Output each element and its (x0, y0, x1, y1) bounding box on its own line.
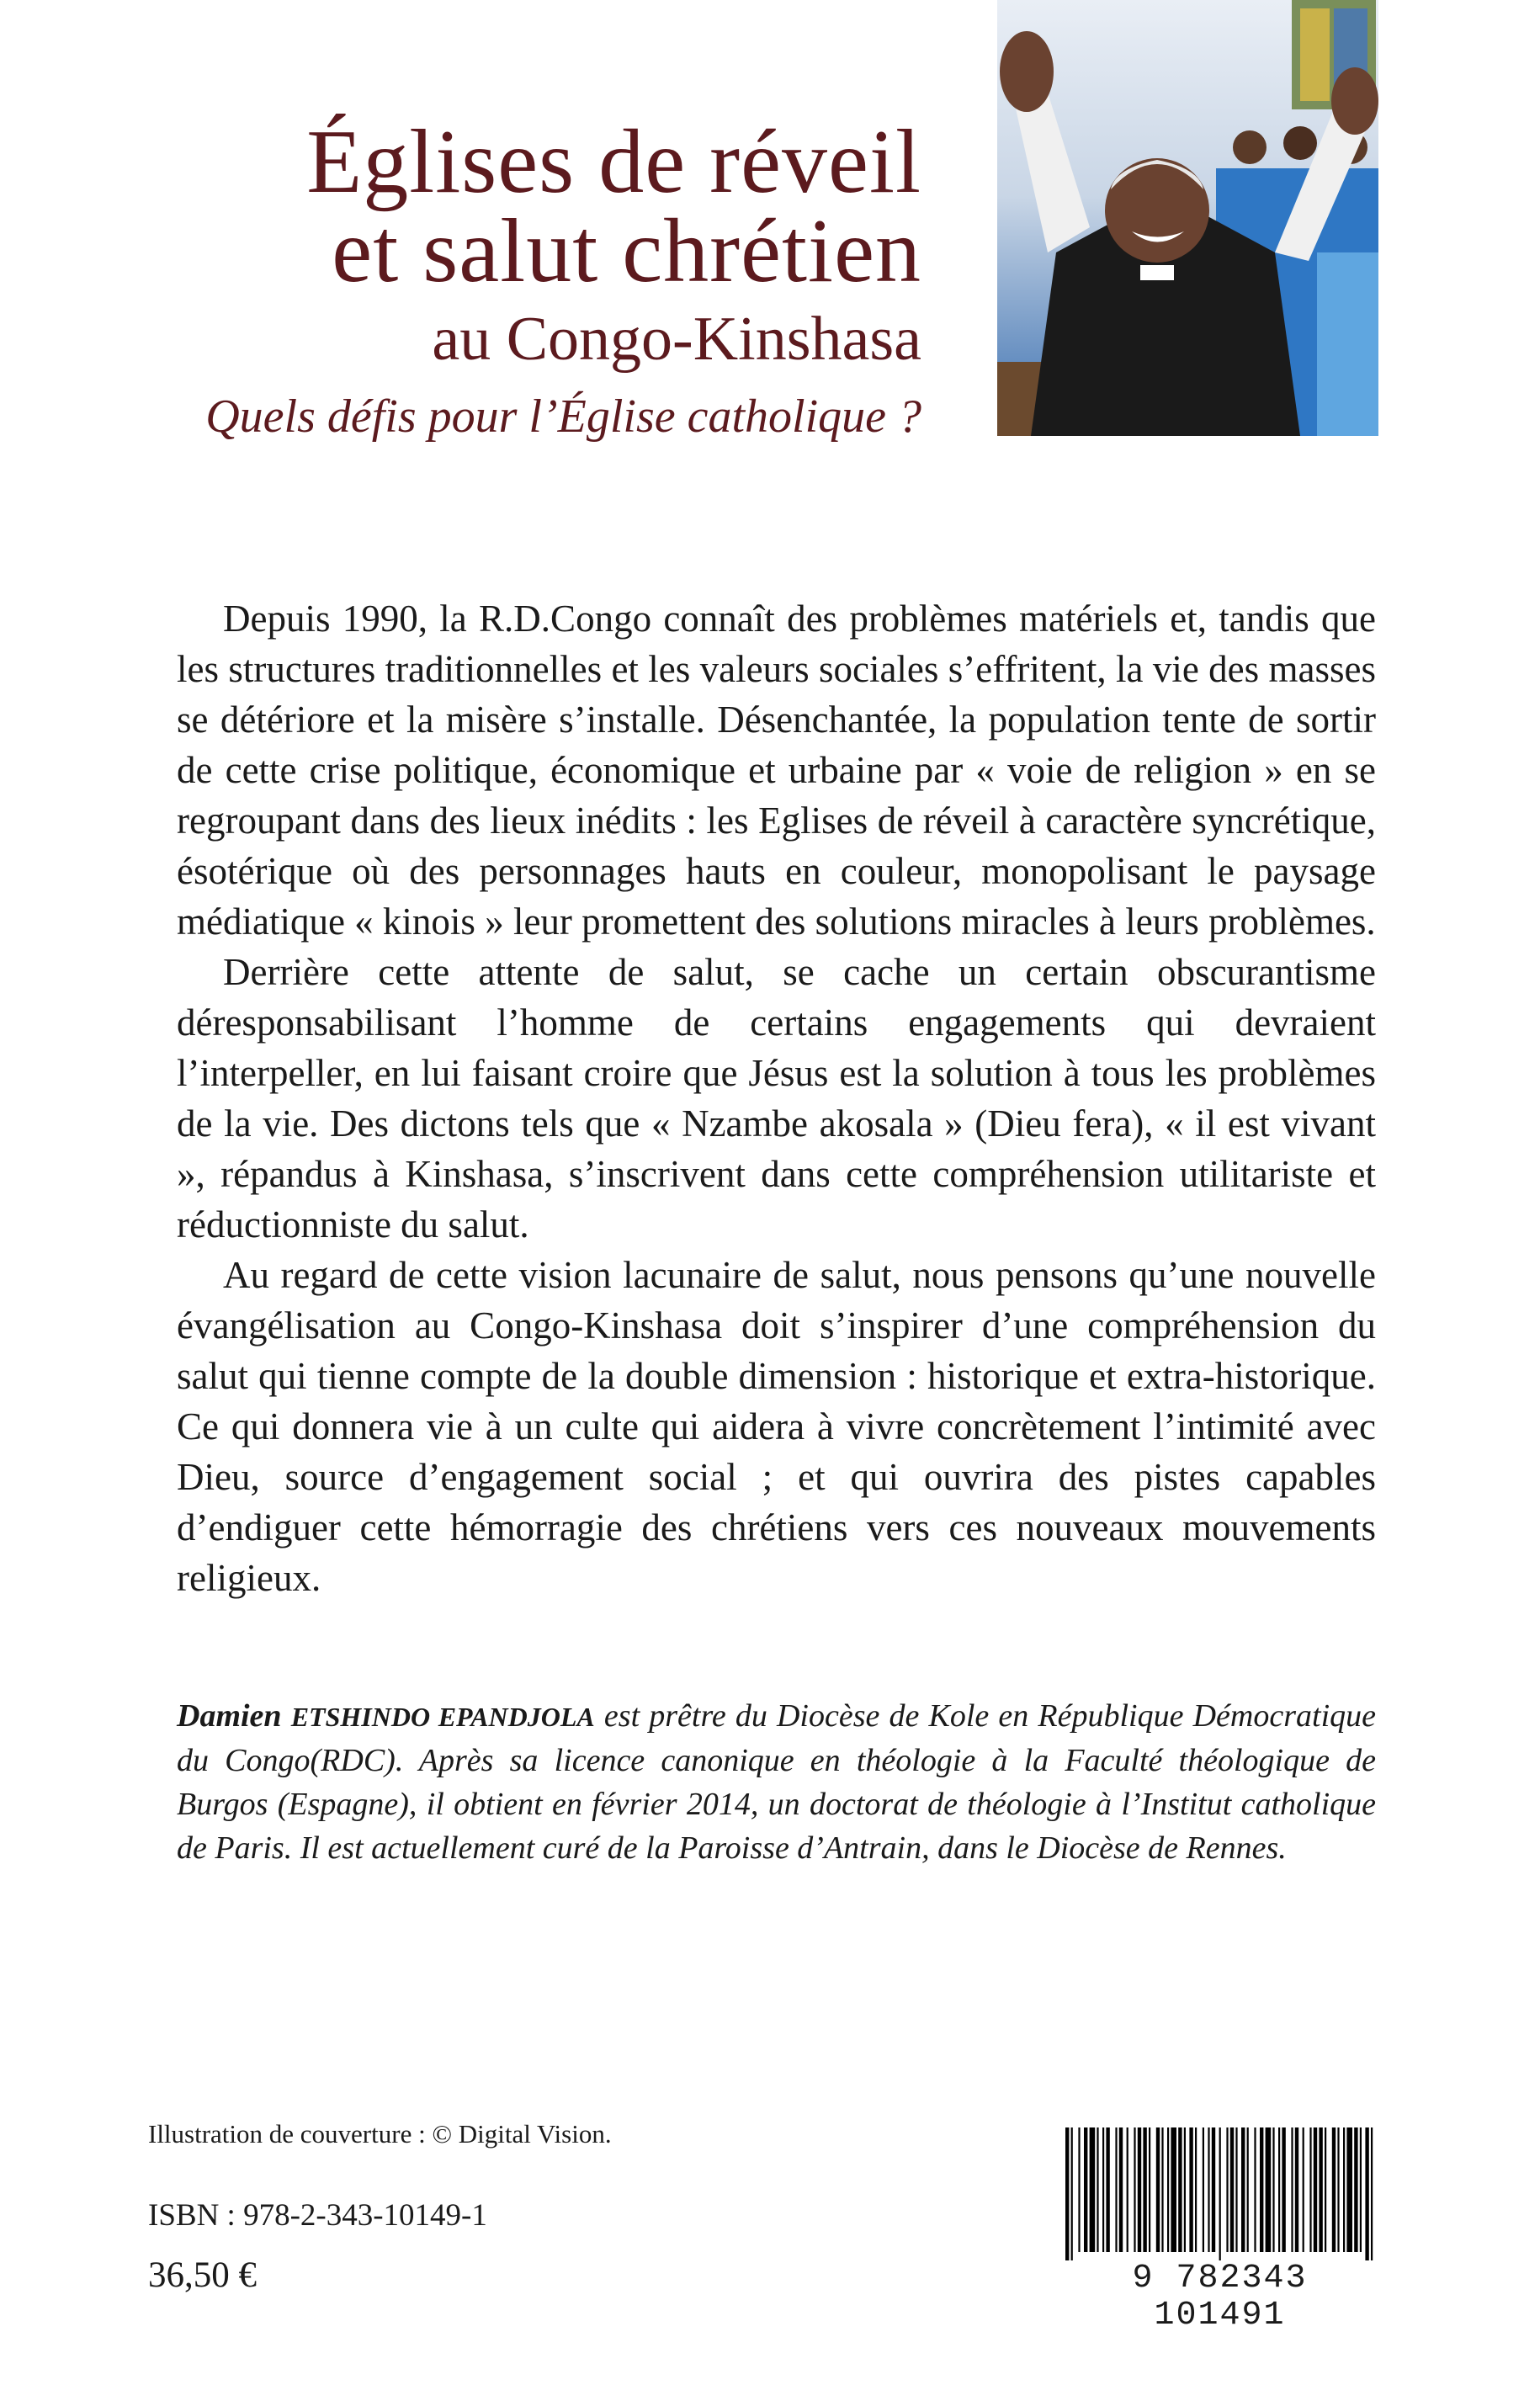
barcode-bar (1119, 2127, 1123, 2252)
barcode-bar (1247, 2127, 1249, 2252)
barcode-bar (1272, 2127, 1274, 2252)
barcode-bar (1282, 2127, 1285, 2252)
back-cover-blurb (177, 593, 1376, 1603)
barcode-bar (1090, 2127, 1096, 2252)
barcode-bar (1171, 2127, 1176, 2252)
blurb-paragraph-2: Derrière cette attente de salut, se cache un certain obscurantisme déresponsabilisant l’homme de certains engagements qui devraient l’interpeller, en lui faisant croire que Jésus est la solution à tous les problèmes de la vie. Des dictons tels que « Nzambe akosala » (Dieu fera), « il est vivant », répandus à Kinshasa, s’inscrivent dans cette compréhension utilitariste et réductionniste du salut. (177, 951, 1376, 1246)
barcode-bar (1343, 2127, 1345, 2252)
barcode-bar (1230, 2127, 1234, 2252)
barcode-bar (1314, 2127, 1317, 2252)
barcode-bar (1102, 2127, 1104, 2252)
barcode-bar (1319, 2127, 1322, 2252)
barcode-bar (1309, 2127, 1311, 2252)
barcode-bar (1325, 2127, 1326, 2252)
barcode-bar (1156, 2127, 1160, 2252)
barcode-bar (1260, 2127, 1263, 2252)
ean13-barcode-icon (1062, 2127, 1378, 2262)
barcode-bar (1254, 2127, 1256, 2252)
barcode-bar (1291, 2127, 1293, 2252)
barcode-bar (1208, 2127, 1209, 2252)
barcode-bar (1078, 2127, 1080, 2252)
barcode-bar (1134, 2127, 1135, 2252)
barcode-bar (1106, 2127, 1109, 2252)
author-first-name: Damien (177, 1698, 282, 1734)
barcode-bar (1371, 2127, 1373, 2262)
isbn: ISBN : 978-2-343-10149-1 (148, 2198, 487, 2233)
subtitle: Quels défis pour l’Église catholique ? (205, 390, 921, 443)
barcode-bar (1354, 2127, 1357, 2252)
author-last-name: ETSHINDO EPANDJOLA (290, 1702, 595, 1732)
author-bio (177, 1694, 1376, 1870)
barcode-bar (1203, 2127, 1204, 2252)
barcode-bar (1189, 2127, 1192, 2252)
blurb-paragraph-3: Au regard de cette vision lacunaire de salut, nous pensons qu’une nouvelle évangélisation au Congo-Kinshasa doit s’inspirer d’une compréhension du salut qui tienne compte de la double dimension : historique et extra-historique. Ce qui donnera vie à un culte qui aidera à vivre concrètement l’intimité avec Dieu, source d’engagement social ; et qui ouvrira des pistes capables d’endiguer cette hémorragie des chrétiens vers ces nouveaux mouvements religieux. (177, 1254, 1376, 1599)
barcode-bar (1149, 2127, 1150, 2252)
barcode-bar (1346, 2127, 1352, 2252)
barcode-bar (1295, 2127, 1298, 2252)
blurb-paragraph-1: Depuis 1990, la R.D.Congo connaît des problèmes matériels et, tandis que les structures traditionnelles et les valeurs sociales s’effritent, la vie des masses se détériore et la misère s’installe. Désenchantée, la population tente de sortir de cette crise politique, économique et urbaine par « voie de religion » en se regroupant dans des lieux inédits : les Eglises de réveil à caractère syncrétique, ésotérique où des personnages hauts en couleur, monopolisant le paysage médiatique « kinois » leur promettent des solutions miracles à leurs problèmes. (177, 598, 1376, 943)
cover-photo (997, 0, 1378, 436)
barcode-bar (1065, 2127, 1069, 2262)
author-bio-text: est prêtre du Diocèse de Kole en République Démocratique du Congo(RDC). Après sa licence canonique en théologie à la Faculté théologique de Burgos (Espagne), il obtient en février 2014, un doctorat de théologie à l’Institut catholique de Paris. Il est actuellement curé de la Paroisse d’Antrain, dans le Diocèse de Rennes. (177, 1698, 1376, 1866)
barcode-bar (1360, 2127, 1362, 2252)
barcode-bar (1332, 2127, 1336, 2252)
illustration-credit: Illustration de couverture : © Digital Vision. (148, 2119, 612, 2149)
barcode-bar (1138, 2127, 1141, 2252)
smiling-man-raised-hands-photo-icon (997, 0, 1378, 436)
barcode-bar (1278, 2127, 1280, 2252)
barcode-bar (1084, 2127, 1087, 2252)
barcode-bar (1161, 2127, 1163, 2252)
barcode-bar (1097, 2127, 1098, 2252)
author-name (177, 1698, 595, 1734)
barcode-bar (1127, 2127, 1128, 2252)
barcode-bar (1226, 2127, 1228, 2252)
title-line-1: Églises de réveil (306, 112, 921, 212)
cover-title-block (109, 112, 921, 453)
barcode-bar (1184, 2127, 1186, 2252)
barcode-bar (1195, 2127, 1197, 2252)
barcode-bar (1115, 2127, 1117, 2252)
barcode-bar (1167, 2127, 1169, 2252)
barcode-bar (1178, 2127, 1182, 2252)
barcode-digits: 9 782343 101491 (1062, 2260, 1378, 2335)
price: 36,50 € (148, 2255, 257, 2295)
barcode-bar (1365, 2127, 1368, 2262)
barcode-bar (1235, 2127, 1237, 2252)
barcode-bar (1143, 2127, 1146, 2252)
barcode-bar (1266, 2127, 1272, 2252)
barcode-bar (1241, 2127, 1245, 2252)
barcode-bar (1219, 2127, 1221, 2262)
title-line-2: et salut chrétien (332, 201, 921, 301)
barcode-bar (1337, 2127, 1339, 2252)
title-line-3: au Congo-Kinshasa (432, 305, 921, 374)
barcode-bar (1303, 2127, 1304, 2252)
barcode-bar (1071, 2127, 1073, 2262)
barcode-bar (1212, 2127, 1215, 2252)
